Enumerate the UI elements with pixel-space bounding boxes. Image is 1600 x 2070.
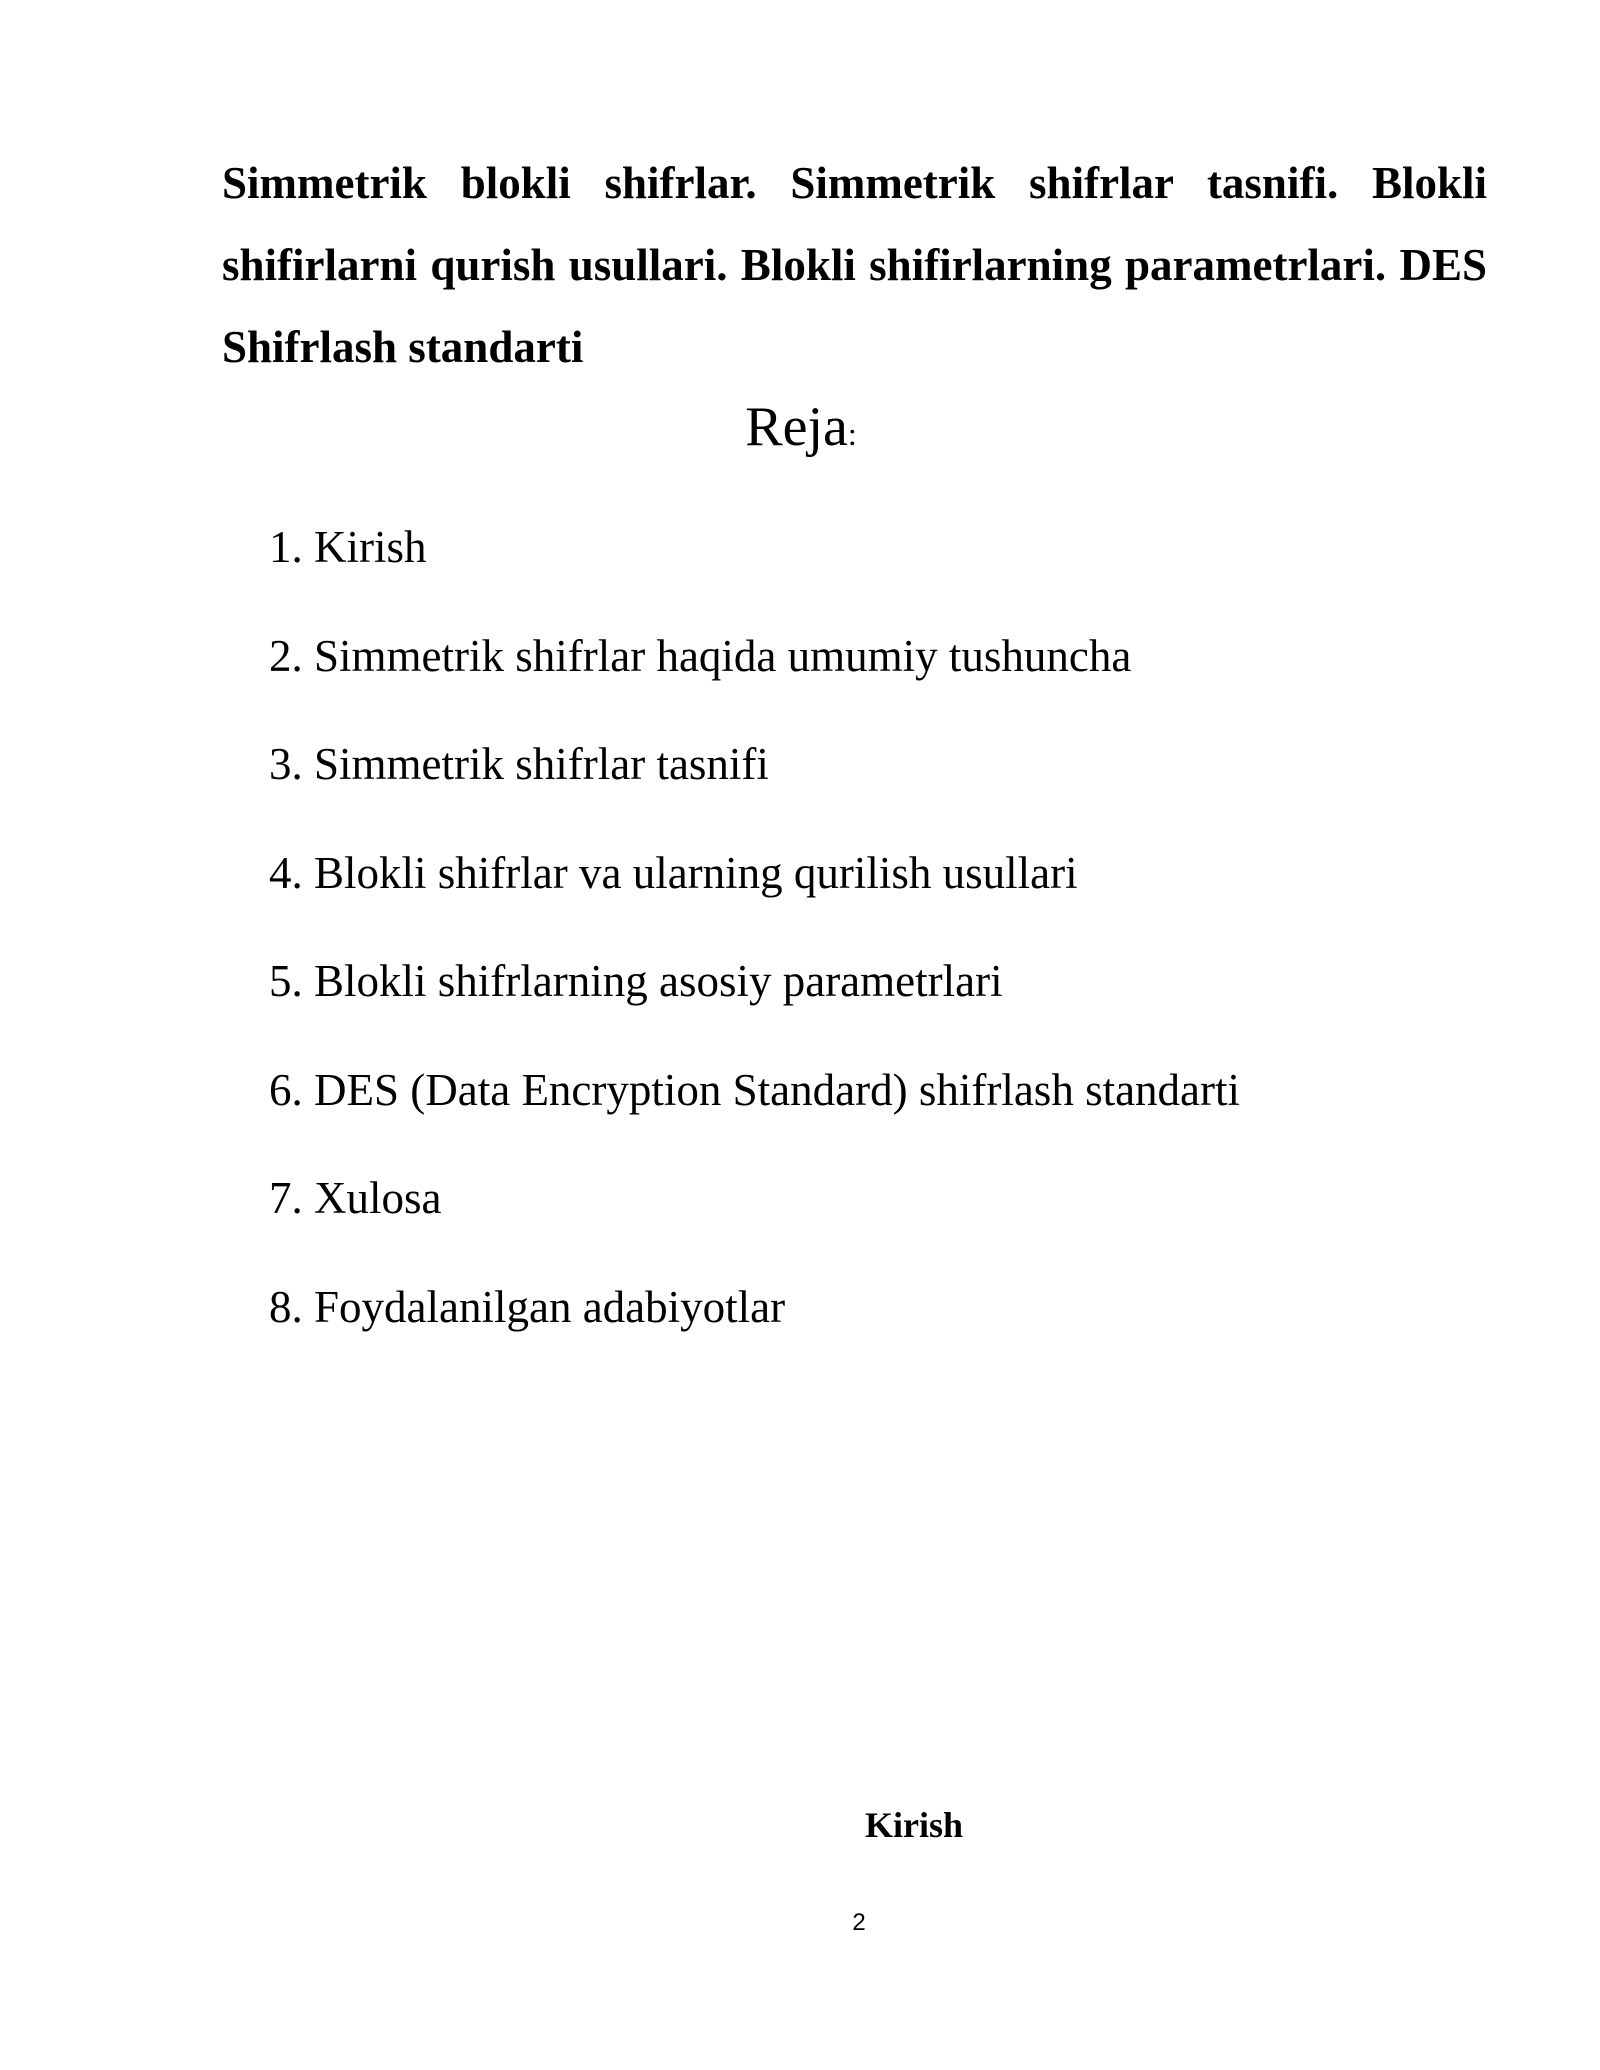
plan-list xyxy=(269,512,1240,1380)
plan-item-umumiy-tushuncha: 2. Simmetrik shifrlar haqida umumiy tushuncha xyxy=(269,630,1132,681)
page-number: 2 xyxy=(852,1909,866,1936)
plan-item-qurilish-usullari: 4. Blokli shifrlar va ularning qurilish usullari xyxy=(269,847,1078,898)
plan-item-des-standarti: 6. DES (Data Encryption Standard) shifrlash standarti xyxy=(269,1064,1241,1115)
plan-item-kirish: 1. Kirish xyxy=(269,522,427,572)
section-heading-kirish: Kirish xyxy=(865,1805,964,1845)
plan-heading-colon: : xyxy=(847,416,857,452)
plan-item-tasnifi: 3. Simmetrik shifrlar tasnifi xyxy=(269,739,769,789)
plan-heading-text: Reja xyxy=(745,396,848,458)
plan-heading xyxy=(0,392,1600,469)
document-title: Simmetrik blokli shifrlar. Simmetrik shifrlar tasnifi. Blokli shifirlarni qurish usullari. Blokli shifirlarning parametrlari. DES Shifrlash standarti xyxy=(222,158,1487,372)
plan-item-adabiyotlar: 8. Foydalanilgan adabiyotlar xyxy=(269,1281,786,1332)
plan-item-parametrlari: 5. Blokli shifrlarning asosiy parametrlari xyxy=(269,956,1003,1006)
plan-item-xulosa: 7. Xulosa xyxy=(269,1173,442,1223)
